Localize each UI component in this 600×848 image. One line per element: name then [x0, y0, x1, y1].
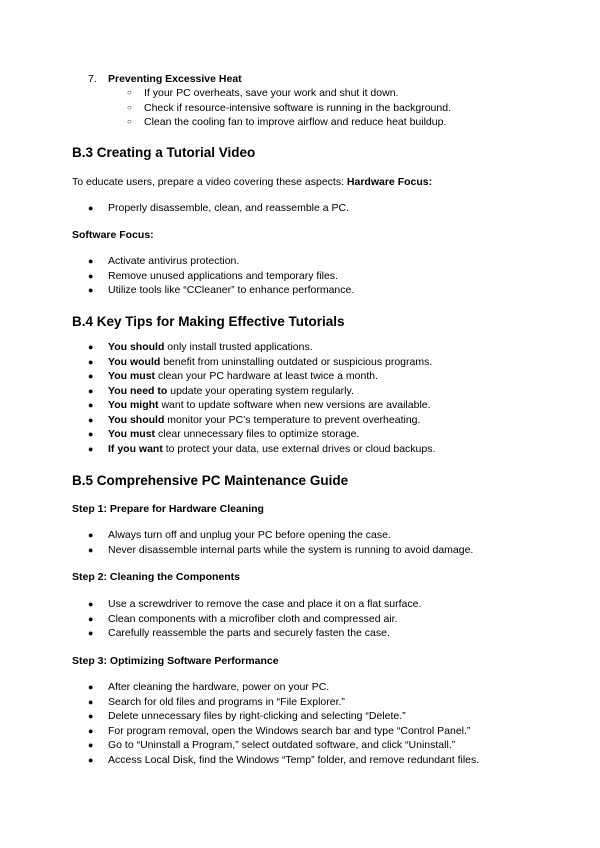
- list-item: ● Search for old files and programs in “File Explorer.”: [88, 695, 345, 708]
- list-item: ● You must clean your PC hardware at least twice a month.: [88, 370, 379, 382]
- list-item: ● Properly disassemble, clean, and reassemble a PC.: [88, 202, 350, 214]
- circle-bullet-icon: ○: [127, 117, 132, 126]
- software-list: [88, 254, 354, 298]
- bullet-icon: ●: [88, 725, 94, 736]
- numbered-item-7: [88, 72, 242, 86]
- list-item: ● Carefully reassemble the parts and securely fasten the case.: [88, 627, 390, 639]
- list-item: ● Clean components with a microfiber cloth and compressed air.: [88, 612, 398, 625]
- section-heading-b4: B.4 Key Tips for Making Effective Tutorials: [72, 314, 345, 329]
- bullet-icon: ●: [88, 256, 94, 266]
- hardware-focus-label: Hardware Focus:: [346, 176, 433, 188]
- list-item: ● You should only install trusted applications.: [88, 341, 313, 353]
- bullet-icon: ●: [88, 628, 94, 638]
- bullet-icon: ●: [88, 754, 94, 765]
- bullet-icon: ●: [88, 356, 94, 367]
- section-heading-b5: B.5 Comprehensive PC Maintenance Guide: [72, 473, 349, 488]
- software-focus-label: Software Focus:: [72, 229, 154, 241]
- list-item: ● You need to update your operating system regularly.: [88, 384, 354, 397]
- bullet-icon: ●: [88, 414, 94, 425]
- step1-title: Step 1: Prepare for Hardware Cleaning: [72, 503, 264, 515]
- list-item: ● If you want to protect your data, use external drives or cloud backups.: [88, 442, 436, 455]
- list-item: ● Go to “Uninstall a Program,” select outdated software, and click “Uninstall.”: [88, 739, 456, 751]
- tips-list: [88, 340, 435, 456]
- list-item: ● Remove unused applications and temporary files.: [88, 269, 338, 282]
- bullet-icon: ●: [88, 613, 94, 624]
- list-item: ● Delete unnecessary files by right-clicking and selecting “Delete.”: [88, 710, 406, 722]
- bullet-icon: ●: [88, 599, 94, 609]
- list-item: ● Always turn off and unplug your PC before opening the case.: [88, 529, 391, 541]
- list-item: ○ Check if resource-intensive software is running in the background.: [127, 101, 451, 114]
- list-item: ● For program removal, open the Windows search bar and type “Control Panel.”: [88, 724, 471, 737]
- step3-list: [88, 680, 479, 767]
- bullet-icon: ●: [88, 530, 94, 540]
- list-item: ● You must clear unnecessary files to optimize storage.: [88, 428, 360, 440]
- step3-title: Step 3: Optimizing Software Performance: [72, 655, 279, 667]
- list-item: ● Use a screwdriver to remove the case and place it on a flat surface.: [88, 598, 422, 610]
- list-item: ● You should monitor your PC’s temperature to prevent overheating.: [88, 413, 421, 426]
- hardware-list: [88, 201, 349, 216]
- bullet-icon: ●: [88, 270, 94, 281]
- list-item: ● You would benefit from uninstalling outdated or suspicious programs.: [88, 355, 433, 368]
- heat-sublist: [127, 86, 451, 130]
- bullet-icon: ●: [88, 203, 94, 213]
- bullet-icon: ●: [88, 400, 94, 410]
- list-item: ○ Clean the cooling fan to improve airflow and reduce heat buildup.: [127, 116, 447, 128]
- item-number: 7.: [88, 73, 97, 85]
- bullet-icon: ●: [88, 711, 94, 721]
- b3-intro: To educate users, prepare a video covering these aspects: Hardware Focus:: [72, 176, 433, 188]
- bullet-icon: ●: [88, 544, 94, 555]
- step1-list: [88, 528, 473, 557]
- list-item: ● After cleaning the hardware, power on your PC.: [88, 681, 330, 693]
- list-item: ● Never disassemble internal parts while the system is running to avoid damage.: [88, 543, 474, 556]
- bullet-icon: ●: [88, 443, 94, 454]
- bullet-icon: ●: [88, 740, 94, 750]
- bullet-icon: ●: [88, 285, 94, 295]
- list-item: ○ If your PC overheats, save your work and shut it down.: [127, 87, 399, 99]
- bullet-icon: ●: [88, 371, 94, 381]
- step2-list: [88, 597, 421, 641]
- bullet-icon: ●: [88, 342, 94, 352]
- step2-title: Step 2: Cleaning the Components: [72, 571, 241, 583]
- circle-bullet-icon: ○: [127, 102, 132, 112]
- list-item: ● Access Local Disk, find the Windows “Temp” folder, and remove redundant files.: [88, 753, 480, 766]
- list-item: ● You might want to update software when new versions are available.: [88, 399, 431, 411]
- bullet-icon: ●: [88, 385, 94, 396]
- bullet-icon: ●: [88, 682, 94, 692]
- list-item: ● Utilize tools like “CCleaner” to enhance performance.: [88, 284, 355, 296]
- section-heading-b3: B.3 Creating a Tutorial Video: [72, 145, 256, 160]
- list-item: ● Activate antivirus protection.: [88, 255, 240, 267]
- item-title: Preventing Excessive Heat: [108, 73, 242, 85]
- circle-bullet-icon: ○: [127, 88, 132, 97]
- bullet-icon: ●: [88, 696, 94, 707]
- bullet-icon: ●: [88, 429, 94, 439]
